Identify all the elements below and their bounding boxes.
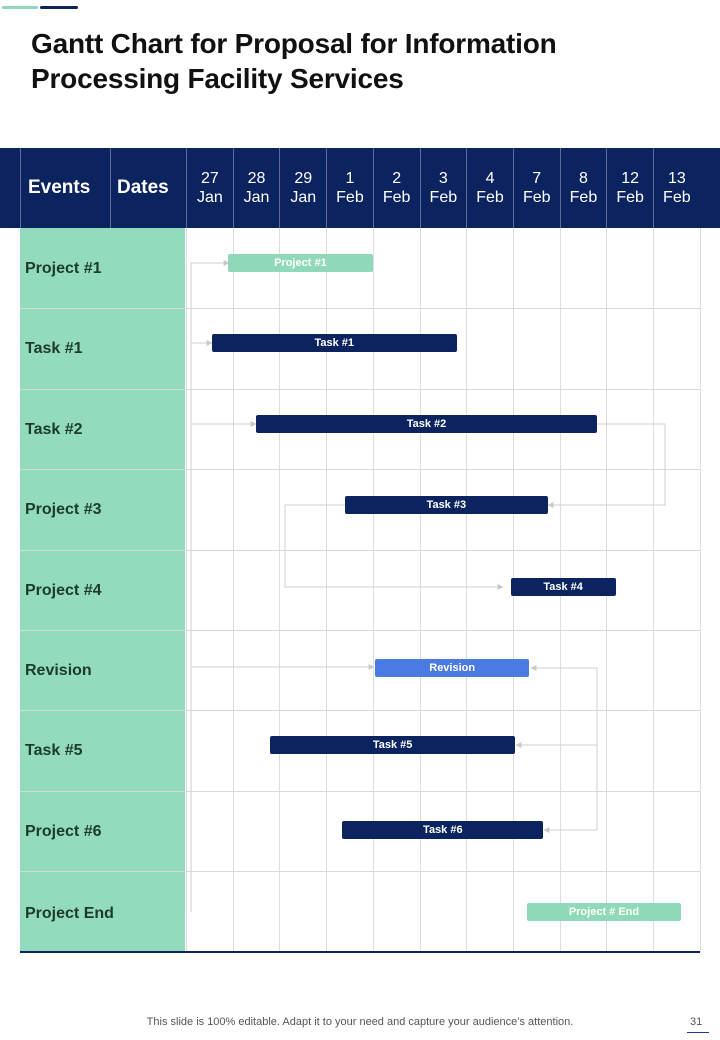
grid-row-line [20, 871, 700, 872]
date-day: 2 [392, 170, 402, 187]
grid-column-line [466, 228, 467, 952]
date-day: 12 [621, 170, 640, 187]
gantt-bar: Task #2 [256, 415, 597, 433]
grid-row-line [20, 791, 700, 792]
date-month: Feb [336, 189, 364, 206]
row-label: Task #5 [25, 742, 83, 760]
date-column-header [326, 148, 373, 228]
date-column-header [186, 148, 233, 228]
date-month: Feb [616, 189, 644, 206]
grid-column-line [653, 228, 654, 952]
date-month: Feb [476, 189, 504, 206]
date-column-header [560, 148, 607, 228]
row-label: Task #1 [25, 340, 83, 358]
date-day: 29 [294, 170, 313, 187]
date-month: Jan [196, 189, 223, 206]
date-day: 3 [438, 170, 448, 187]
grid-row-line [20, 469, 700, 470]
grid-row-line [20, 630, 700, 631]
date-day: 13 [667, 170, 686, 187]
date-day: 1 [345, 170, 355, 187]
gantt-bar: Task #5 [270, 736, 515, 754]
row-label: Revision [25, 662, 92, 679]
date-month: Jan [243, 189, 270, 206]
row-label: Project #6 [25, 822, 102, 840]
row-label: Project #1 [25, 260, 102, 277]
date-column-header [373, 148, 420, 228]
grid-column-line [186, 228, 187, 952]
gantt-bar: Project #1 [228, 254, 373, 272]
header-dates: Dates [110, 148, 186, 228]
row-label: Project #3 [25, 501, 102, 519]
date-month: Feb [569, 189, 598, 206]
page-number: 31 [690, 1016, 703, 1028]
date-column-header [466, 148, 513, 228]
gantt-bar: Revision [375, 659, 529, 677]
date-day: 28 [247, 170, 266, 187]
date-day: 7 [532, 170, 542, 187]
date-day: 27 [200, 170, 219, 187]
decor-bar-green [2, 6, 38, 9]
date-day: 4 [485, 170, 495, 187]
grid-row-line [20, 389, 700, 390]
date-column-header [653, 148, 700, 228]
grid-row-line [20, 710, 700, 711]
gantt-bar: Task #4 [511, 578, 616, 596]
gantt-bar: Task #1 [212, 334, 457, 352]
table-bottom-border [20, 951, 700, 953]
grid-row-line [20, 550, 700, 551]
date-month: Feb [429, 189, 458, 206]
decor-bar-navy [40, 6, 78, 9]
date-column-header [513, 148, 560, 228]
date-month: Jan [290, 189, 317, 206]
row-label: Task #2 [25, 420, 83, 438]
header-events: Events [20, 148, 110, 228]
grid-row-line [20, 308, 700, 309]
date-column-header [606, 148, 653, 228]
date-column-header [420, 148, 467, 228]
gantt-bar: Project # End [527, 903, 681, 921]
gantt-bar: Task #3 [345, 496, 548, 514]
grid-column-line [700, 228, 701, 952]
row-label: Project #4 [25, 581, 102, 599]
date-month: Feb [663, 189, 691, 206]
date-month: Feb [382, 189, 411, 206]
page-number-underline [687, 1032, 709, 1033]
date-month: Feb [522, 189, 551, 206]
date-column-header [233, 148, 280, 228]
row-label: Project End [25, 905, 114, 923]
page-title: Gantt Chart for Proposal for Information Processing Facility Services [31, 28, 557, 94]
gantt-bar: Task #6 [342, 821, 543, 839]
footer-note: This slide is 100% editable. Adapt it to your need and capture your audience’s attention. [146, 1016, 574, 1028]
date-column-header [279, 148, 326, 228]
date-day: 8 [578, 170, 588, 187]
